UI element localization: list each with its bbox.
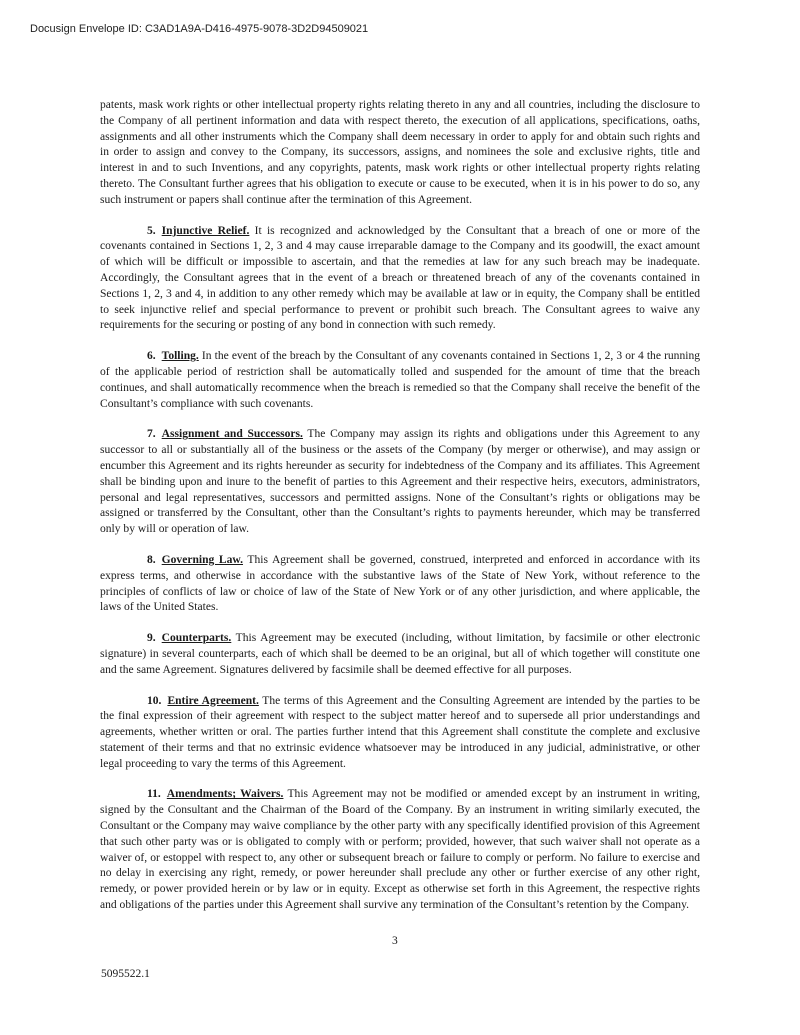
- page-number: 3: [392, 935, 398, 947]
- section-number: 5.: [147, 224, 156, 237]
- section-number: 9.: [147, 632, 156, 645]
- document-id: 5095522.1: [101, 968, 150, 980]
- section-10: [100, 694, 700, 773]
- section-8: [100, 553, 700, 616]
- section-11: [100, 787, 700, 913]
- intro-paragraph: patents, mask work rights or other intellectual property rights relating thereto in any and all countries, including the disclosure to the Company of all pertinent information and data with respect thereto, the execution of all applications, specifications, oaths, assignments and all other instruments which the Company shall deem necessary in order to apply for and obtain such rights and in order to assign and convey to the Company, its successors, assigns, and nominees the sole and exclusive rights, title and interest in and to such Inventions, and any copyrights, patents, mask work rights or other intellectual property rights relating thereto. The Consultant further agrees that his obligation to execute or cause to be executed, when it is in his power to do so, any such instrument or papers shall continue after the termination of this Agreement.: [100, 99, 700, 206]
- section-heading: Tolling.: [161, 350, 199, 363]
- section-text: The terms of this Agreement and the Consulting Agreement are intended by the parties to be the final expression of their agreement with respect to the subject matter hereof and to supersede all prior understandings and agreements, whether written or oral. The parties further intend that this Agreement shall constitute the complete and exclusive statement of their terms and that no extrinsic evidence whatsoever may be introduced in any judicial, administrative, or other legal proceeding to vary the terms of this Agreement.: [100, 694, 700, 770]
- section-5: [100, 224, 700, 335]
- section-text: This Agreement may not be modified or amended except by an instrument in writing, signed by the Consultant and the Chairman of the Board of the Company. By an instrument in writing similarly executed, the Consultant or the Company may waive compliance by the other party with any specifically identified provision of this Agreement that such other party was or is obligated to comply with or perform; provided, however, that such waiver shall not operate as a waiver of, or estoppel with respect to, any other or subsequent breach or failure to comply or perform. No failure to exercise and no delay in exercising any right, remedy, or power hereunder shall preclude any other or further exercise of any other right, remedy, or power provided herein or by law or in equity. Except as otherwise set forth in this Agreement, the respective rights and obligations of the parties under this Agreement shall survive any termination of the Consultant’s retention by the Company.: [100, 788, 700, 912]
- section-number: 6.: [147, 350, 156, 363]
- section-number: 8.: [147, 553, 156, 566]
- section-heading: Amendments; Waivers.: [166, 788, 284, 801]
- section-heading: Counterparts.: [161, 632, 232, 645]
- section-number: 11.: [147, 788, 161, 801]
- section-text: This Agreement shall be governed, construed, interpreted and enforced in accordance with its express terms, and otherwise in accordance with the substantive laws of the State of New York, without reference to the principles of conflicts of law or choice of law of the State of New York or of any other jurisdiction, and where applicable, the laws of the United States.: [100, 553, 700, 614]
- document-body: [100, 98, 700, 929]
- section-text: It is recognized and acknowledged by the Consultant that a breach of one or more of the covenants contained in Sections 1, 2, 3 and 4 may cause irreparable damage to the Company and its goodwill, the exact amount of which will be difficult or impossible to ascertain, and that the remedies at law for any such breach may be inadequate. Accordingly, the Consultant agrees that in the event of a breach or threatened breach of any of the covenants contained in Sections 1, 2, 3 and 4, in addition to any other remedy which may be available at law or in equity, the Company shall be entitled to seek injunctive relief and special performance to prevent or prohibit such breach. The Consultant agrees to waive any requirements for the securing or posting of any bond in connection with such remedy.: [100, 224, 700, 332]
- section-heading: Assignment and Successors.: [161, 428, 303, 441]
- section-number: 10.: [147, 694, 162, 707]
- section-7: [100, 427, 700, 538]
- section-heading: Injunctive Relief.: [161, 224, 250, 237]
- envelope-id: Docusign Envelope ID: C3AD1A9A-D416-4975-9078-3D2D94509021: [30, 23, 369, 35]
- section-heading: Governing Law.: [161, 553, 243, 566]
- section-6: [100, 349, 700, 412]
- section-number: 7.: [147, 428, 156, 441]
- section-text: In the event of the breach by the Consultant of any covenants contained in Sections 1, 2, 3 or 4 the running of the applicable period of restriction shall be automatically tolled and suspended for the amount of time that the breach continues, and shall automatically recommence when the breach is remedied so that the Company shall receive the benefit of the Consultant’s compliance with such covenants.: [100, 350, 700, 410]
- section-text: This Agreement may be executed (including, without limitation, by facsimile or other electronic signature) in several counterparts, each of which shall be deemed to be an original, but all of which together will constitute one and the same Agreement. Signatures delivered by facsimile shall be deemed effective for all purposes.: [100, 632, 700, 676]
- section-text: The Company may assign its rights and obligations under this Agreement to any successor to all or substantially all of the business or the assets of the Company (by merger or otherwise), and may assign or encumber this Agreement and its rights hereunder as security for indebtedness of the Company and its affiliates. This Agreement shall be binding upon and inure to the benefit of parties to this Agreement and their respective heirs, executors, administrators, personal and legal representatives, successors and permitted assigns. None of the Consultant’s rights or obligations may be assigned or transferred by the Consultant, other than the Consultant’s rights to payments hereunder, which may be transferred only by will or operation of law.: [100, 428, 700, 536]
- section-9: [100, 631, 700, 678]
- section-heading: Entire Agreement.: [167, 694, 259, 707]
